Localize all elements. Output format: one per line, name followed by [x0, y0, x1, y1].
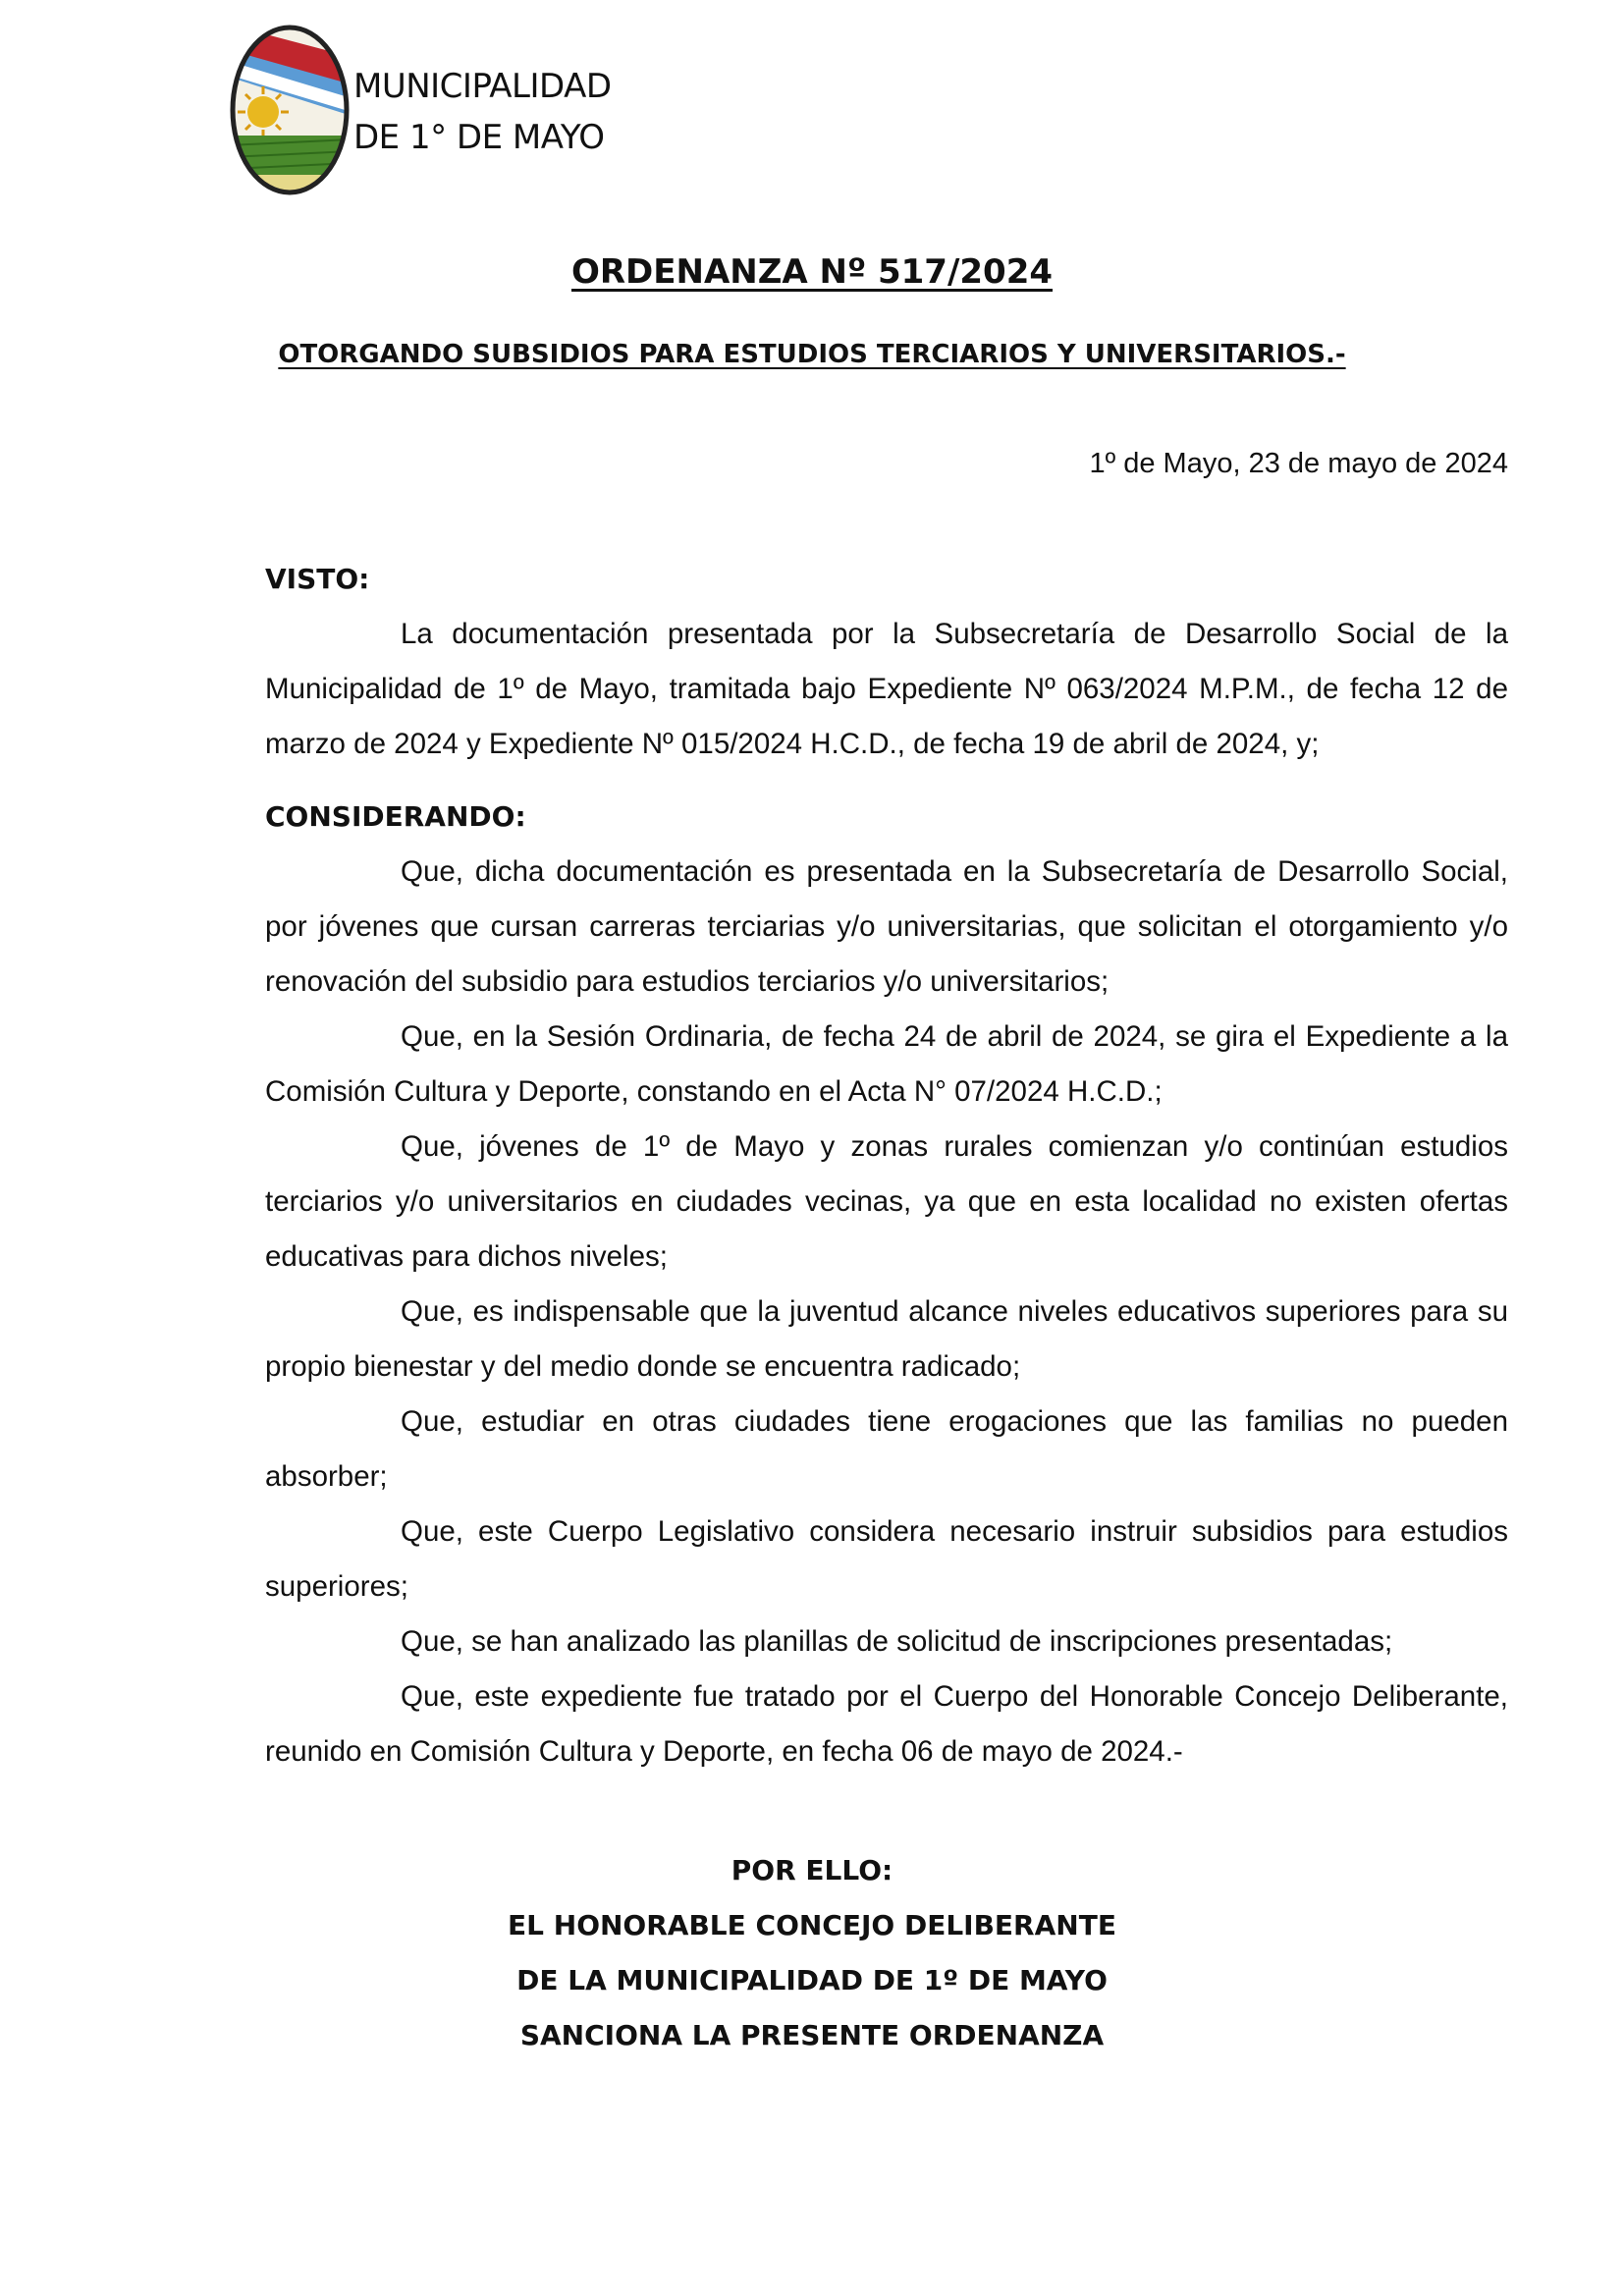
letterhead [228, 22, 679, 198]
considerando-paragraph: Que, este expediente fue tratado por el Cuerpo del Honorable Concejo Deliberante, reunido en Comisión Cultura y Deporte, en fecha 06 de mayo de 2024.- [265, 1680, 1508, 1768]
document-date: 1º de Mayo, 23 de mayo de 2024 [1089, 448, 1508, 479]
municipality-name [353, 61, 612, 163]
closing-line1: POR ELLO: [731, 1854, 893, 1886]
closing-line3: DE LA MUNICIPALIDAD DE 1º DE MAYO [516, 1964, 1108, 1996]
visto-heading: VISTO: [265, 563, 370, 595]
closing-line2: EL HONORABLE CONCEJO DELIBERANTE [508, 1909, 1116, 1941]
org-name-line2: DE 1° DE MAYO [353, 118, 605, 157]
considerando-paragraph: Que, en la Sesión Ordinaria, de fecha 24 de abril de 2024, se gira el Expediente a la Comisión Cultura y Deporte, constando en el Acta N° 07/2024 H.C.D.; [265, 1020, 1508, 1108]
ordinance-title: ORDENANZA Nº 517/2024 [570, 252, 1054, 292]
visto-paragraph: La documentación presentada por la Subsecretaría de Desarrollo Social de la Municipalidad de 1º de Mayo, tramitada bajo Expediente Nº 063/2024 M.P.M., de fecha 12 de marzo de 2024 y Expediente Nº 015/2024 H.C.D., de fecha 19 de abril de 2024, y; [265, 618, 1508, 760]
closing-line4: SANCIONA LA PRESENTE ORDENANZA [519, 2019, 1105, 2051]
considerando-paragraph: Que, se han analizado las planillas de solicitud de inscripciones presentadas; [401, 1625, 1393, 1658]
considerando-paragraph: Que, este Cuerpo Legislativo considera necesario instruir subsidios para estudios superiores; [265, 1515, 1508, 1603]
considerando-heading: CONSIDERANDO: [265, 800, 526, 833]
considerando-paragraph: Que, estudiar en otras ciudades tiene erogaciones que las familias no pueden absorber; [265, 1405, 1508, 1493]
considerando-paragraph: Que, dicha documentación es presentada en la Subsecretaría de Desarrollo Social, por jóvenes que cursan carreras terciarias y/o universitarias, que solicitan el otorgamiento y/o renovación del subsidio para estudios terciarios y/o universitarios; [265, 855, 1508, 998]
org-name-line1: MUNICIPALIDAD [353, 67, 612, 106]
enacting-clause [0, 1843, 1624, 2063]
considerando-paragraph: Que, jóvenes de 1º de Mayo y zonas rurales comienzan y/o continúan estudios terciarios y/o universitarios en ciudades vecinas, ya que en esta localidad no existen ofertas educativas para dichos niveles; [265, 1130, 1508, 1273]
ordinance-subtitle: OTORGANDO SUBSIDIOS PARA ESTUDIOS TERCIARIOS Y UNIVERSITARIOS.- [278, 340, 1346, 369]
considerando-paragraph: Que, es indispensable que la juventud alcance niveles educativos superiores para su propio bienestar y del medio donde se encuentra radicado; [265, 1295, 1508, 1383]
document-body [265, 552, 1508, 1779]
municipal-seal-logo [228, 22, 352, 198]
